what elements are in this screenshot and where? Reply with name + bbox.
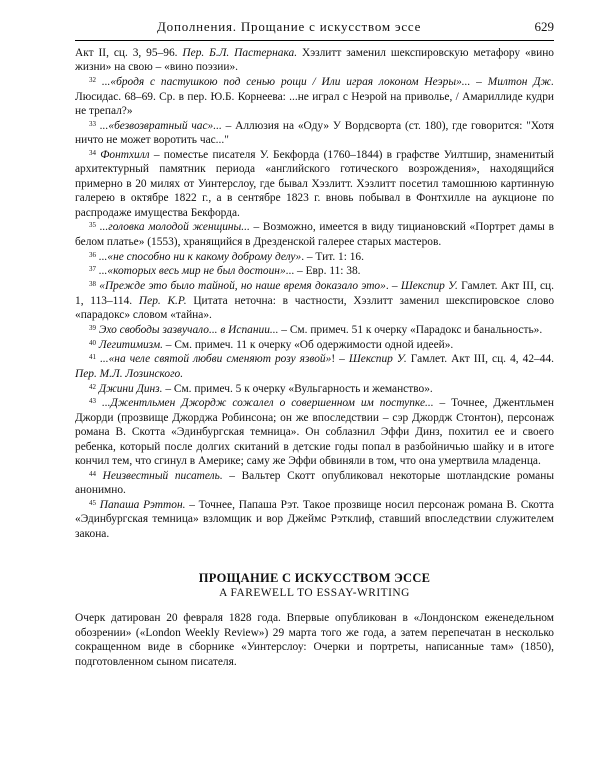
endnote-italic-text: Пер. К.Р. xyxy=(138,294,187,307)
endnote xyxy=(75,220,554,249)
endnote-text: Цитата неточна: в частности, Хэзлитт заменил шекспировское слово «парадокс» словом «тайна». xyxy=(75,294,555,322)
endnote-italic-text: Эхо свободы зазвучало... в Испании... xyxy=(98,323,279,336)
endnote-number: 39 xyxy=(89,323,96,332)
endnote-text: Люсидас. 68–69. Ср. в пер. Ю.Б. Корнеева: ...не играл с Неэрой на приволье, / Амариллиде кудри не трепал?» xyxy=(75,90,554,118)
endnote-text: – См. примеч. 5 к очерку «Вульгарность и жеманство». xyxy=(162,382,433,395)
endnote-italic-text: Пер. М.Л. Лозинского. xyxy=(75,367,184,380)
endnote-italic-text: Шекспир У. xyxy=(348,353,407,366)
endnote-text: – Точнее, Папаша Рэт. Такое прозвище носил персонаж романа В. Скотта «Эдинбургская темница» взломщик и вор Джеймс Рэтклиф, ставший впоследствии служителем закона. xyxy=(75,499,554,540)
endnote-number: 35 xyxy=(89,221,96,230)
endnote-italic-text: Неизвестный писатель. xyxy=(102,469,223,482)
header-rule xyxy=(75,40,554,41)
endnote-number: 36 xyxy=(89,250,96,259)
endnote-italic-text: ...головка молодой женщины... xyxy=(99,221,250,234)
section-intro: Очерк датирован 20 февраля 1828 года. Впервые опубликован в «Лондонском еженедельном обозрении» («London Weekly Review») 29 марта того же года, а затем перепечатан в несколько сокращенном виде в сборнике «Уинтерслоу: Очерки и портреты, написанные там» (1850), подготовленном сыном писателя. xyxy=(75,612,554,668)
endnote xyxy=(75,338,554,352)
endnote-text: – Аллюзия на «Оду» У Вордсворта (ст. 180), где говорится: "Хотя ничто не может воротить час..." xyxy=(75,119,554,147)
endnote-number: 33 xyxy=(89,119,96,128)
endnote-number: 44 xyxy=(89,469,96,478)
endnote xyxy=(75,119,554,148)
endnote-italic-text: ...Джентльмен Джордж сожалел о совершенном им поступке... xyxy=(101,397,434,410)
endnote xyxy=(75,469,554,498)
endnote-italic-text: Пер. Б.Л. Пастернака. xyxy=(182,47,298,59)
section-title: ПРОЩАНИЕ С ИСКУССТВОМ ЭССЕ xyxy=(198,571,431,586)
running-title: Дополнения. Прощание с искусством эссе xyxy=(157,19,422,34)
endnote-italic-text: Джини Динз. xyxy=(98,382,163,395)
endnote xyxy=(75,396,554,468)
endnote-number: 34 xyxy=(89,149,96,158)
endnote-text: – Точнее, Джентльмен Джорди (прозвище Джорджа Робинсона; он же впоследствии – сэр Джордж Стонтон), персонаж романа В. Скотта «Эдинбургская темница». Он соблазнил Эффи Динз, похитил ее и своего ребенка, который после долгих скитаний в детские годы попал в разбойничью шайку и в итоге кончил тем, что сгинул в Америке; саму же Эффи обвиняли в том, что она умертвила младенца. xyxy=(75,397,554,468)
endnote xyxy=(75,75,554,118)
endnote-text: Акт II, сц. 3, 95–96. xyxy=(75,47,183,59)
endnote xyxy=(75,264,554,278)
page-body xyxy=(75,46,554,669)
endnote-number: 43 xyxy=(89,397,96,406)
endnote-text: Гамлет. Акт III, сц. 4, 42–44. xyxy=(406,353,554,366)
endnote xyxy=(75,323,554,337)
endnote-text: – Вальтер Скотт опубликовал некоторые шотландские романы анонимно. xyxy=(75,469,554,497)
endnote-text: – xyxy=(470,76,488,89)
endnote xyxy=(75,352,554,381)
endnote-text: Хэзлитт заменил шекспировскую метафору «вино жизни» на свою – «вино поэзии». xyxy=(75,47,554,74)
endnote-italic-text: Папаша Рэттон. xyxy=(99,499,186,512)
section-subtitle: A FAREWELL TO ESSAY-WRITING xyxy=(219,587,410,600)
endnote-italic-text: ...«не способно ни к какому доброму делу» xyxy=(98,250,302,263)
endnote xyxy=(75,382,554,396)
endnote-text: – Возможно, имеется в виду тициановский «Портрет дамы в белом платье» (1553), хранящийся в Дрезденской галерее старых мастеров. xyxy=(75,221,555,248)
endnote-text: ... – Евр. 11: 38. xyxy=(285,265,361,278)
endnote-italic-text: «Прежде это было тайной, но наше время доказало это» xyxy=(99,280,386,293)
endnote-number: 40 xyxy=(89,338,96,347)
endnote xyxy=(75,148,554,220)
endnote-number: 37 xyxy=(89,265,96,274)
endnote-text: ! – xyxy=(331,353,349,366)
endnote-italic-text: Милтон Дж. xyxy=(487,76,554,89)
endnote xyxy=(75,46,554,75)
endnote-italic-text: ...«безвозвратный час»... xyxy=(99,119,222,132)
endnote-italic-text: ...«бродя с пастушкою под сенью рощи / Или играя локоном Неэры»... xyxy=(101,76,471,89)
page-number: 629 xyxy=(534,19,554,34)
endnote-italic-text: Фонтхилл xyxy=(100,149,150,162)
endnote-italic-text: ...«на челе святой любви сменяют розу язвой» xyxy=(100,353,332,366)
endnote-number: 45 xyxy=(89,499,96,508)
endnote-italic-text: ...«которых весь мир не был достоин» xyxy=(98,265,286,278)
endnote xyxy=(75,498,554,541)
endnote-text: – См. примеч. 51 к очерку «Парадокс и банальность». xyxy=(278,323,543,336)
endnote-text: – поместье писателя У. Бекфорда (1760–1844) в графстве Уилтшир, знаменитый архитектурный памятник периода «английского готического возрождения», находящийся примерно в 20 милях от Уинтерслоу, где бывал Хэзлитт. Хэзлитт посетил тамошнюю картинную галерею в октябре 1822 г., а в сентябре 1823 г. вновь побывал в Фонтхилле на аукционе по распродаже имущества Бекфорда. xyxy=(75,149,554,219)
endnote-italic-text: Легитимизм. xyxy=(98,338,163,351)
endnote-text: – См. примеч. 11 к очерку «Об одержимости одной идеей». xyxy=(162,338,454,351)
endnotes-list xyxy=(75,46,554,541)
endnote xyxy=(75,279,554,322)
endnote xyxy=(75,250,554,264)
endnote-text: Гамлет. Акт III, сц. 1, 113–114. xyxy=(75,280,554,307)
endnote-number: 38 xyxy=(89,280,96,289)
endnote-number: 41 xyxy=(89,353,96,362)
endnote-italic-text: Шекспир У. xyxy=(400,280,458,293)
endnote-number: 32 xyxy=(89,76,96,85)
endnote-text: . – Тит. 1: 16. xyxy=(301,250,364,263)
endnote-text: . – xyxy=(385,280,401,293)
endnote-number: 42 xyxy=(89,382,96,391)
